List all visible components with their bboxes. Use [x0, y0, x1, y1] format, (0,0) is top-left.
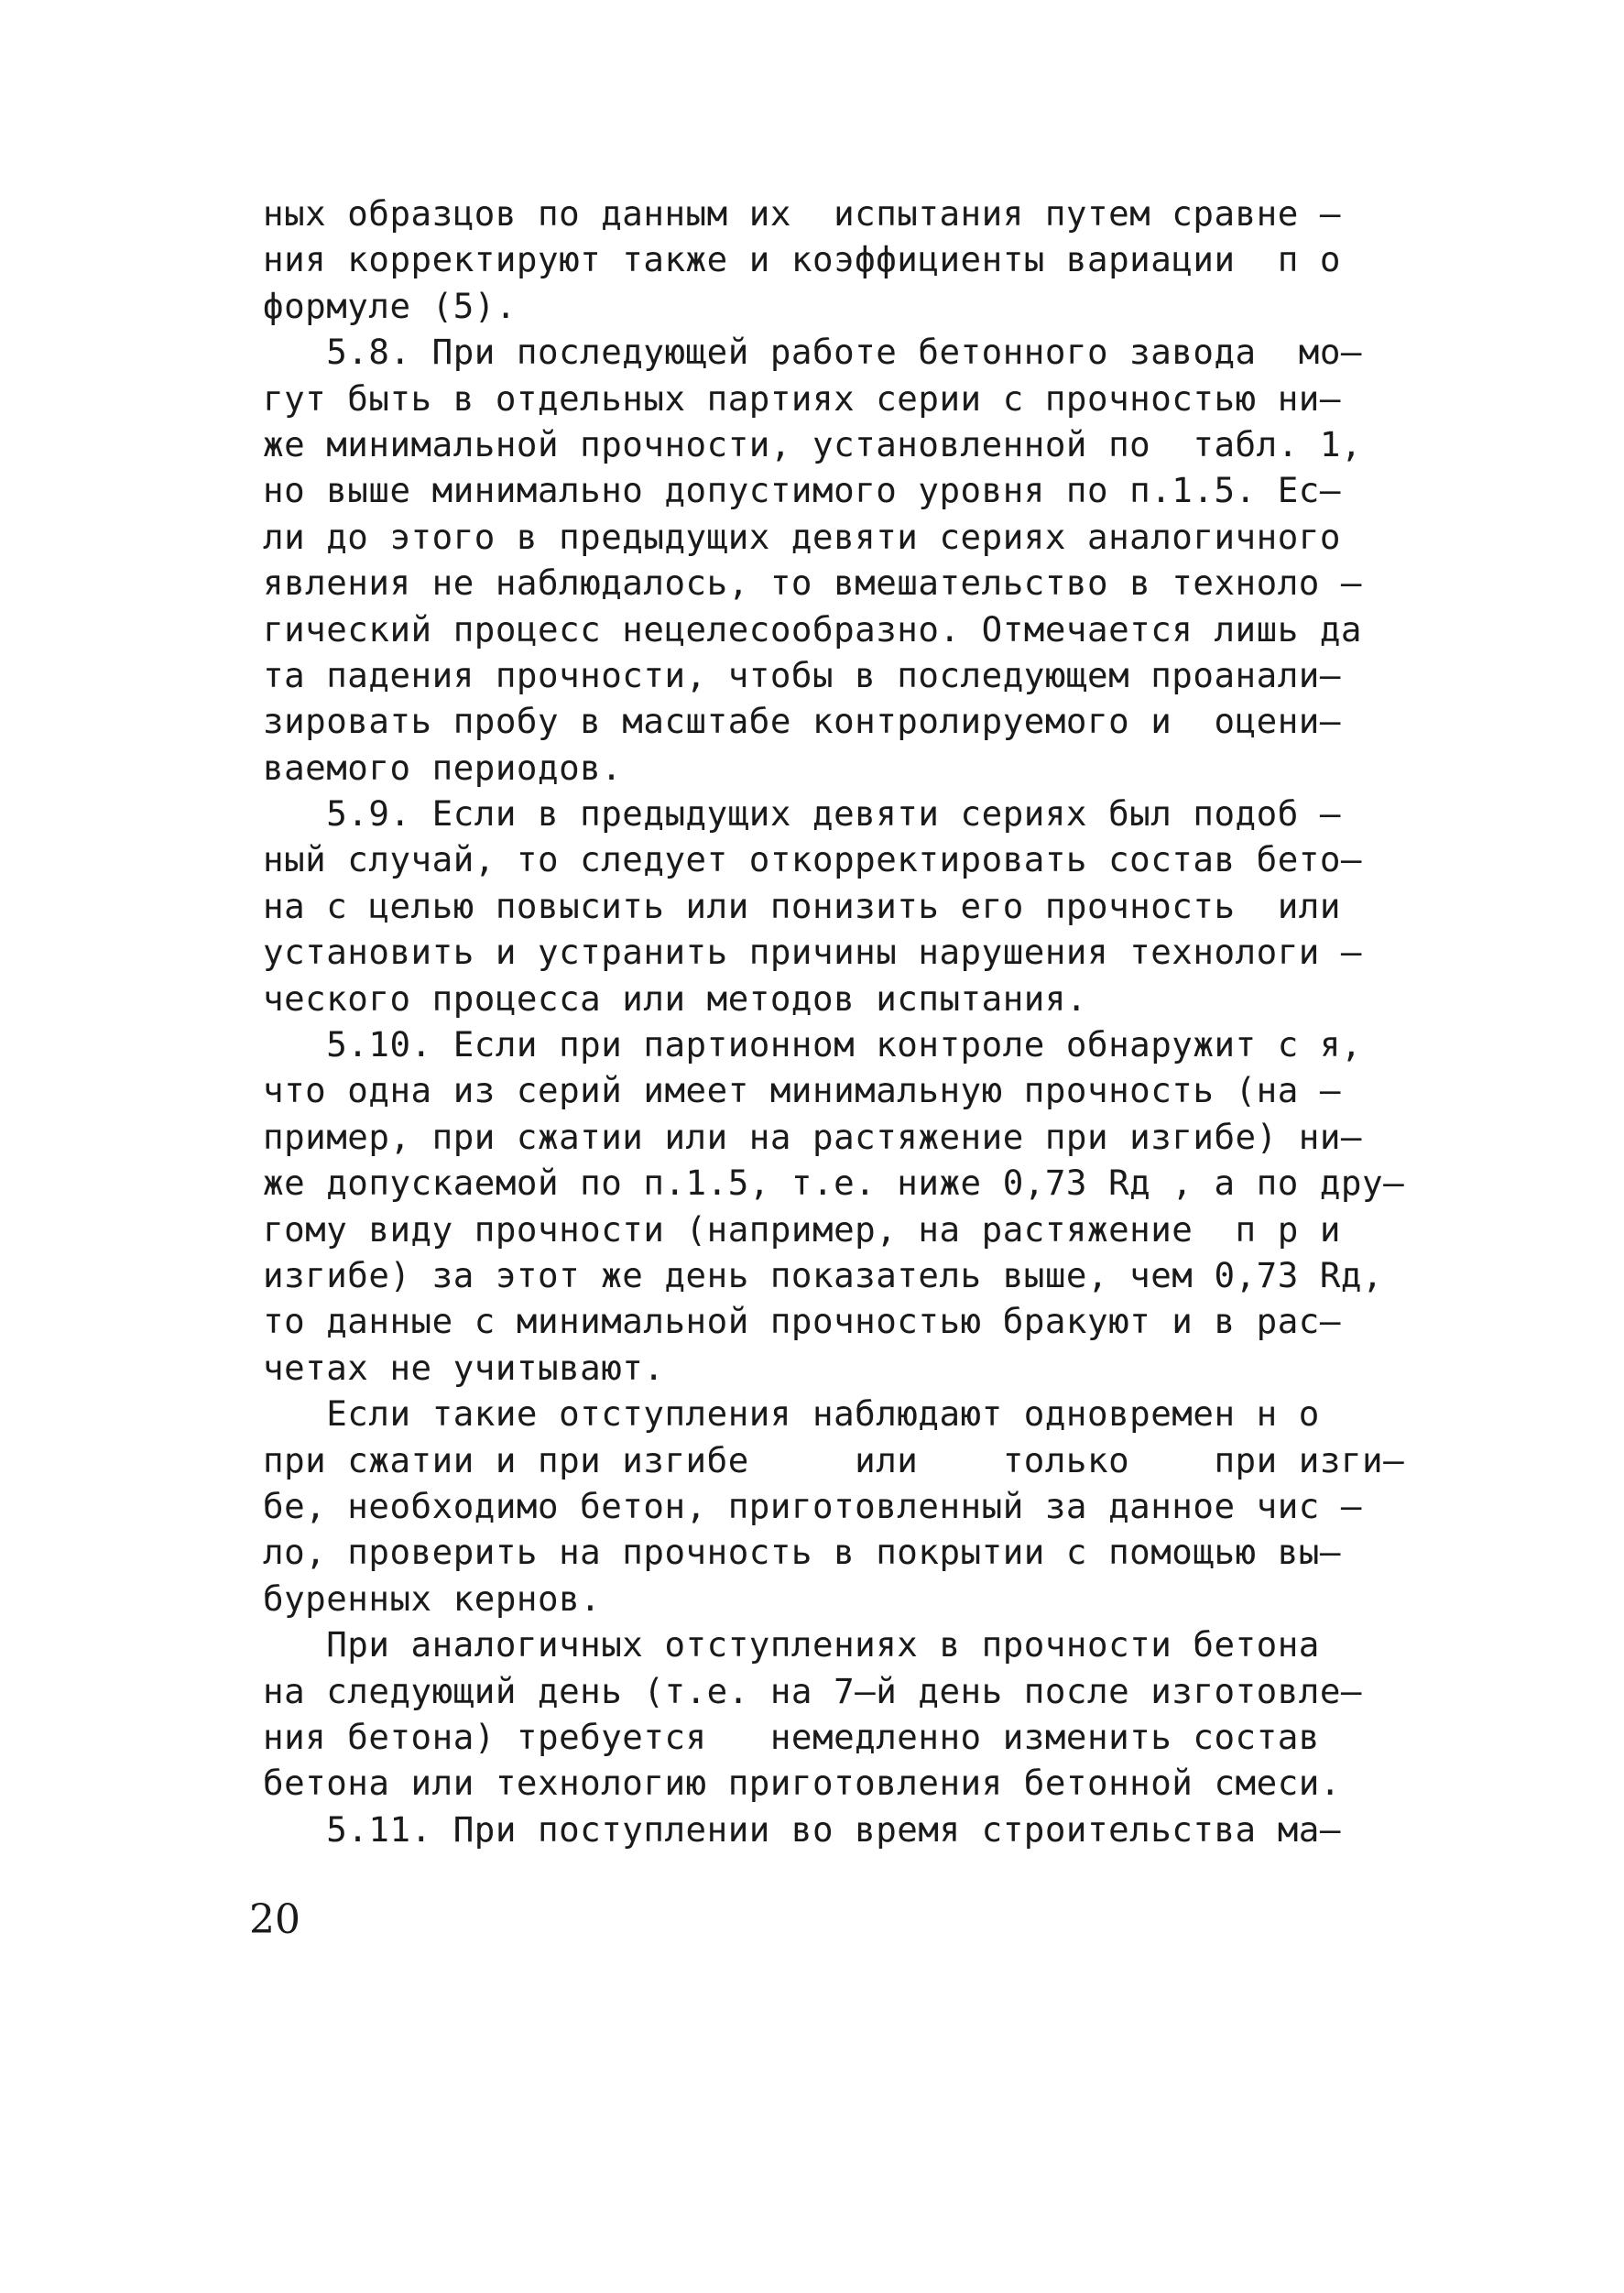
text-line: что одна из серий имеет минимальную прочность (на –: [263, 1070, 1341, 1111]
text-line: 5.11. При поступлении во время строительства ма–: [263, 1808, 1341, 1850]
text-line: буренных кернов.: [263, 1578, 602, 1619]
page-number: 20: [249, 1896, 300, 1943]
text-line: изгибе) за этот же день показатель выше, чем 0,73 Rд,: [263, 1254, 1384, 1295]
text-line: та падения прочности, чтобы в последующем проанали–: [263, 654, 1341, 695]
text-line: формуле (5).: [263, 285, 517, 326]
text-line: явления не наблюдалось, то вмешательство в техноло –: [263, 562, 1362, 604]
text-line: ния бетона) требуется немедленно изменить состав: [263, 1716, 1320, 1757]
text-line: но выше минимально допустимого уровня по п.1.5. Ес–: [263, 470, 1341, 511]
text-line: же допускаемой по п.1.5, т.е. ниже 0,73 Rд , а по дру–: [263, 1163, 1405, 1204]
text-line: же минимальной прочности, установленной по табл. 1,: [263, 423, 1362, 464]
text-line: четах не учитывают.: [263, 1347, 665, 1388]
text-line: бе, необходимо бетон, приготовленный за данное чис –: [263, 1485, 1362, 1526]
text-line: гический процесс нецелесообразно. Отмечается лишь да: [263, 608, 1362, 650]
text-line: ло, проверить на прочность в покрытии с помощью вы–: [263, 1532, 1341, 1573]
text-line: ных образцов по данным их испытания путем сравне –: [263, 193, 1341, 234]
text-line: при сжатии и при изгибе или только при изги–: [263, 1439, 1405, 1480]
text-line: бетона или технологию приготовления бетонной смеси.: [263, 1763, 1341, 1804]
text-line: установить и устранить причины нарушения технологи –: [263, 932, 1362, 973]
text-line: гут быть в отдельных партиях серии с прочностью ни–: [263, 377, 1341, 419]
text-line: на с целью повысить или понизить его прочность или: [263, 885, 1341, 926]
text-line: то данные с минимальной прочностью бракуют и в рас–: [263, 1301, 1341, 1342]
text-line: Если такие отступления наблюдают одновремен н о: [263, 1393, 1320, 1435]
text-line: 5.9. Если в предыдущих девяти сериях был подоб –: [263, 793, 1341, 835]
text-line: ваемого периодов.: [263, 747, 623, 788]
text-line: ный случай, то следует откорректировать состав бето–: [263, 839, 1362, 880]
text-line: ния корректируют также и коэффициенты вариации п о: [263, 239, 1341, 280]
text-line: зировать пробу в масштабе контролируемого и оцени–: [263, 701, 1341, 742]
text-line: гому виду прочности (например, на растяжение п р и: [263, 1208, 1341, 1250]
text-line: ческого процесса или методов испытания.: [263, 977, 1087, 1019]
text-line: При аналогичных отступлениях в прочности бетона: [263, 1624, 1320, 1665]
text-line: ли до этого в предыдущих девяти сериях аналогичного: [263, 516, 1341, 557]
text-line: пример, при сжатии или на растяжение при изгибе) ни–: [263, 1116, 1362, 1157]
body-text: [263, 191, 1444, 1852]
text-line: 5.8. При последующей работе бетонного завода мо–: [263, 332, 1362, 373]
text-line: на следующий день (т.е. на 7–й день после изготовле–: [263, 1670, 1362, 1711]
text-line: 5.10. Если при партионном контроле обнаружит с я,: [263, 1024, 1362, 1065]
